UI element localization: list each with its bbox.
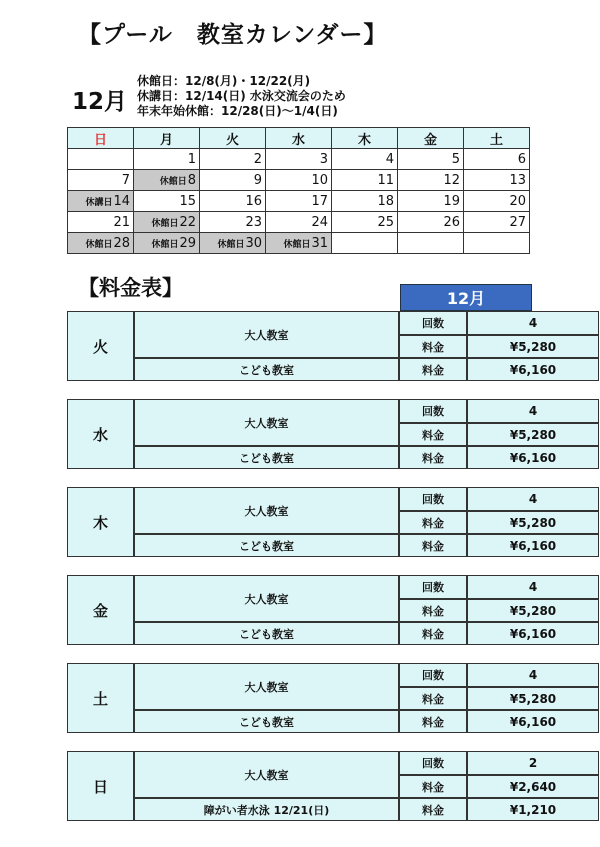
fee-key: 料金: [399, 798, 467, 821]
adult-fee-value: ¥5,280: [467, 511, 599, 534]
day-number: 31: [311, 235, 328, 251]
count-key: 回数: [399, 751, 467, 775]
calendar-day-cell: [464, 191, 530, 212]
count-value: 4: [467, 311, 599, 335]
calendar-day-cell: [200, 149, 266, 170]
calendar-day-cell: [266, 212, 332, 233]
weekday-mon: 月: [134, 128, 200, 149]
adult-class-label: 大人教室: [134, 487, 399, 534]
calendar-day-cell: [134, 233, 200, 254]
count-key: 回数: [399, 575, 467, 599]
day-number: 20: [509, 193, 526, 209]
calendar-day-cell: [398, 191, 464, 212]
day-number: 15: [179, 193, 196, 209]
day-number: 16: [245, 193, 262, 209]
calendar-day-cell: [398, 233, 464, 254]
fee-key: 料金: [399, 534, 467, 557]
second-fee-value: ¥6,160: [467, 534, 599, 557]
fee-key: 料金: [399, 335, 467, 358]
weekday-fri: 金: [398, 128, 464, 149]
calendar-day-cell: [134, 170, 200, 191]
fee-key: 料金: [399, 511, 467, 534]
fee-key: 料金: [399, 775, 467, 798]
closed-label: 休館日: [151, 218, 179, 229]
day-number: 6: [517, 151, 526, 167]
count-key: 回数: [399, 311, 467, 335]
day-number: 5: [451, 151, 460, 167]
weekday-thu: 木: [332, 128, 398, 149]
day-number: 24: [311, 214, 328, 230]
day-number: 14: [113, 193, 130, 209]
fee-day-label: 木: [67, 487, 134, 557]
day-number: 23: [245, 214, 262, 230]
closure-note: 年末年始休館：12/28(日)～1/4(日): [137, 104, 338, 118]
day-number: 25: [377, 214, 394, 230]
weekday-sat: 土: [464, 128, 530, 149]
day-number: 1: [187, 151, 196, 167]
calendar-day-cell: [332, 233, 398, 254]
calendar-day-cell: [200, 212, 266, 233]
calendar-day-cell: [464, 149, 530, 170]
second-fee-value: ¥6,160: [467, 622, 599, 645]
closed-label: 休館日: [217, 239, 245, 250]
closed-label: 休館日: [151, 239, 179, 250]
fee-day-label: 金: [67, 575, 134, 645]
fee-key: 料金: [399, 423, 467, 446]
fee-key: 料金: [399, 599, 467, 622]
adult-class-label: 大人教室: [134, 663, 399, 710]
weekday-tue: 火: [200, 128, 266, 149]
fee-block: [67, 311, 557, 381]
count-value: 4: [467, 575, 599, 599]
calendar-day-cell: [464, 212, 530, 233]
day-number: 17: [311, 193, 328, 209]
adult-fee-value: ¥5,280: [467, 687, 599, 710]
closure-note: 休講日：12/14(日) 水泳交流会のため: [137, 89, 346, 103]
adult-fee-value: ¥5,280: [467, 335, 599, 358]
adult-class-label: 大人教室: [134, 399, 399, 446]
day-number: 11: [377, 172, 394, 188]
weekday-header-row: [68, 128, 530, 149]
fee-block: [67, 399, 557, 469]
second-fee-value: ¥6,160: [467, 358, 599, 381]
day-number: 28: [113, 235, 130, 251]
calendar-day-cell: [68, 212, 134, 233]
closed-label: 休館日: [85, 239, 113, 250]
closure-note: 休館日：12/8(月)・12/22(月): [137, 74, 311, 88]
calendar-month: 12月: [72, 89, 128, 115]
adult-fee-value: ¥2,640: [467, 775, 599, 798]
calendar-day-cell: [464, 233, 530, 254]
fee-day-label: 水: [67, 399, 134, 469]
calendar-day-cell: [332, 191, 398, 212]
fee-block: [67, 487, 557, 557]
calendar-week-row: [68, 149, 530, 170]
closed-label: 休館日: [159, 176, 187, 187]
calendar-day-cell: [266, 191, 332, 212]
calendar-day-cell: [68, 170, 134, 191]
calendar-day-cell: [68, 149, 134, 170]
calendar-day-cell: [398, 170, 464, 191]
day-number: 21: [113, 214, 130, 230]
count-key: 回数: [399, 487, 467, 511]
fee-key: 料金: [399, 710, 467, 733]
second-class-label: こども教室: [134, 710, 399, 733]
calendar-week-row: [68, 212, 530, 233]
second-class-label: こども教室: [134, 622, 399, 645]
day-number: 3: [319, 151, 328, 167]
adult-class-label: 大人教室: [134, 311, 399, 358]
second-class-label: こども教室: [134, 534, 399, 557]
calendar-day-cell: [200, 233, 266, 254]
day-number: 4: [385, 151, 394, 167]
fee-key: 料金: [399, 622, 467, 645]
fee-table-title: 【料金表】: [78, 276, 183, 300]
day-number: 18: [377, 193, 394, 209]
day-number: 2: [253, 151, 262, 167]
adult-class-label: 大人教室: [134, 751, 399, 798]
fee-key: 料金: [399, 446, 467, 469]
calendar-table: [67, 127, 530, 254]
day-number: 12: [443, 172, 460, 188]
second-class-label: こども教室: [134, 358, 399, 381]
weekday-wed: 水: [266, 128, 332, 149]
day-number: 30: [245, 235, 262, 251]
count-value: 4: [467, 399, 599, 423]
day-number: 29: [179, 235, 196, 251]
day-number: 9: [253, 172, 262, 188]
fee-block: [67, 575, 557, 645]
calendar-day-cell: [68, 191, 134, 212]
calendar-day-cell: [134, 149, 200, 170]
second-fee-value: ¥6,160: [467, 710, 599, 733]
calendar-day-cell: [134, 212, 200, 233]
calendar-day-cell: [68, 233, 134, 254]
adult-class-label: 大人教室: [134, 575, 399, 622]
calendar-day-cell: [464, 170, 530, 191]
calendar-day-cell: [332, 170, 398, 191]
calendar-week-row: [68, 170, 530, 191]
day-number: 13: [509, 172, 526, 188]
second-class-label: こども教室: [134, 446, 399, 469]
calendar-week-row: [68, 233, 530, 254]
count-value: 4: [467, 663, 599, 687]
calendar-day-cell: [134, 191, 200, 212]
page-title: 【プール 教室カレンダー】: [78, 22, 388, 48]
closure-notes: [137, 74, 346, 119]
day-number: 19: [443, 193, 460, 209]
count-key: 回数: [399, 399, 467, 423]
fee-block: [67, 751, 557, 821]
closed-label: 休館日: [283, 239, 311, 250]
count-value: 2: [467, 751, 599, 775]
fee-month-header: 12月: [400, 284, 532, 311]
day-number: 27: [509, 214, 526, 230]
fee-key: 料金: [399, 358, 467, 381]
fee-day-label: 土: [67, 663, 134, 733]
calendar-day-cell: [200, 191, 266, 212]
day-number: 8: [187, 172, 196, 188]
day-number: 10: [311, 172, 328, 188]
day-number: 7: [121, 172, 130, 188]
day-number: 26: [443, 214, 460, 230]
adult-fee-value: ¥5,280: [467, 423, 599, 446]
calendar-day-cell: [266, 233, 332, 254]
calendar-day-cell: [332, 149, 398, 170]
adult-fee-value: ¥5,280: [467, 599, 599, 622]
closed-label: 休講日: [85, 197, 113, 208]
calendar-day-cell: [398, 212, 464, 233]
count-value: 4: [467, 487, 599, 511]
fee-block: [67, 663, 557, 733]
calendar-day-cell: [398, 149, 464, 170]
fee-day-label: 火: [67, 311, 134, 381]
day-number: 22: [179, 214, 196, 230]
weekday-sun: 日: [68, 128, 134, 149]
second-fee-value: ¥1,210: [467, 798, 599, 821]
fee-day-label: 日: [67, 751, 134, 821]
calendar-day-cell: [332, 212, 398, 233]
second-fee-value: ¥6,160: [467, 446, 599, 469]
calendar-day-cell: [200, 170, 266, 191]
count-key: 回数: [399, 663, 467, 687]
calendar-week-row: [68, 191, 530, 212]
fee-key: 料金: [399, 687, 467, 710]
calendar-day-cell: [266, 170, 332, 191]
second-class-label: 障がい者水泳 12/21(日): [134, 798, 399, 821]
calendar-day-cell: [266, 149, 332, 170]
